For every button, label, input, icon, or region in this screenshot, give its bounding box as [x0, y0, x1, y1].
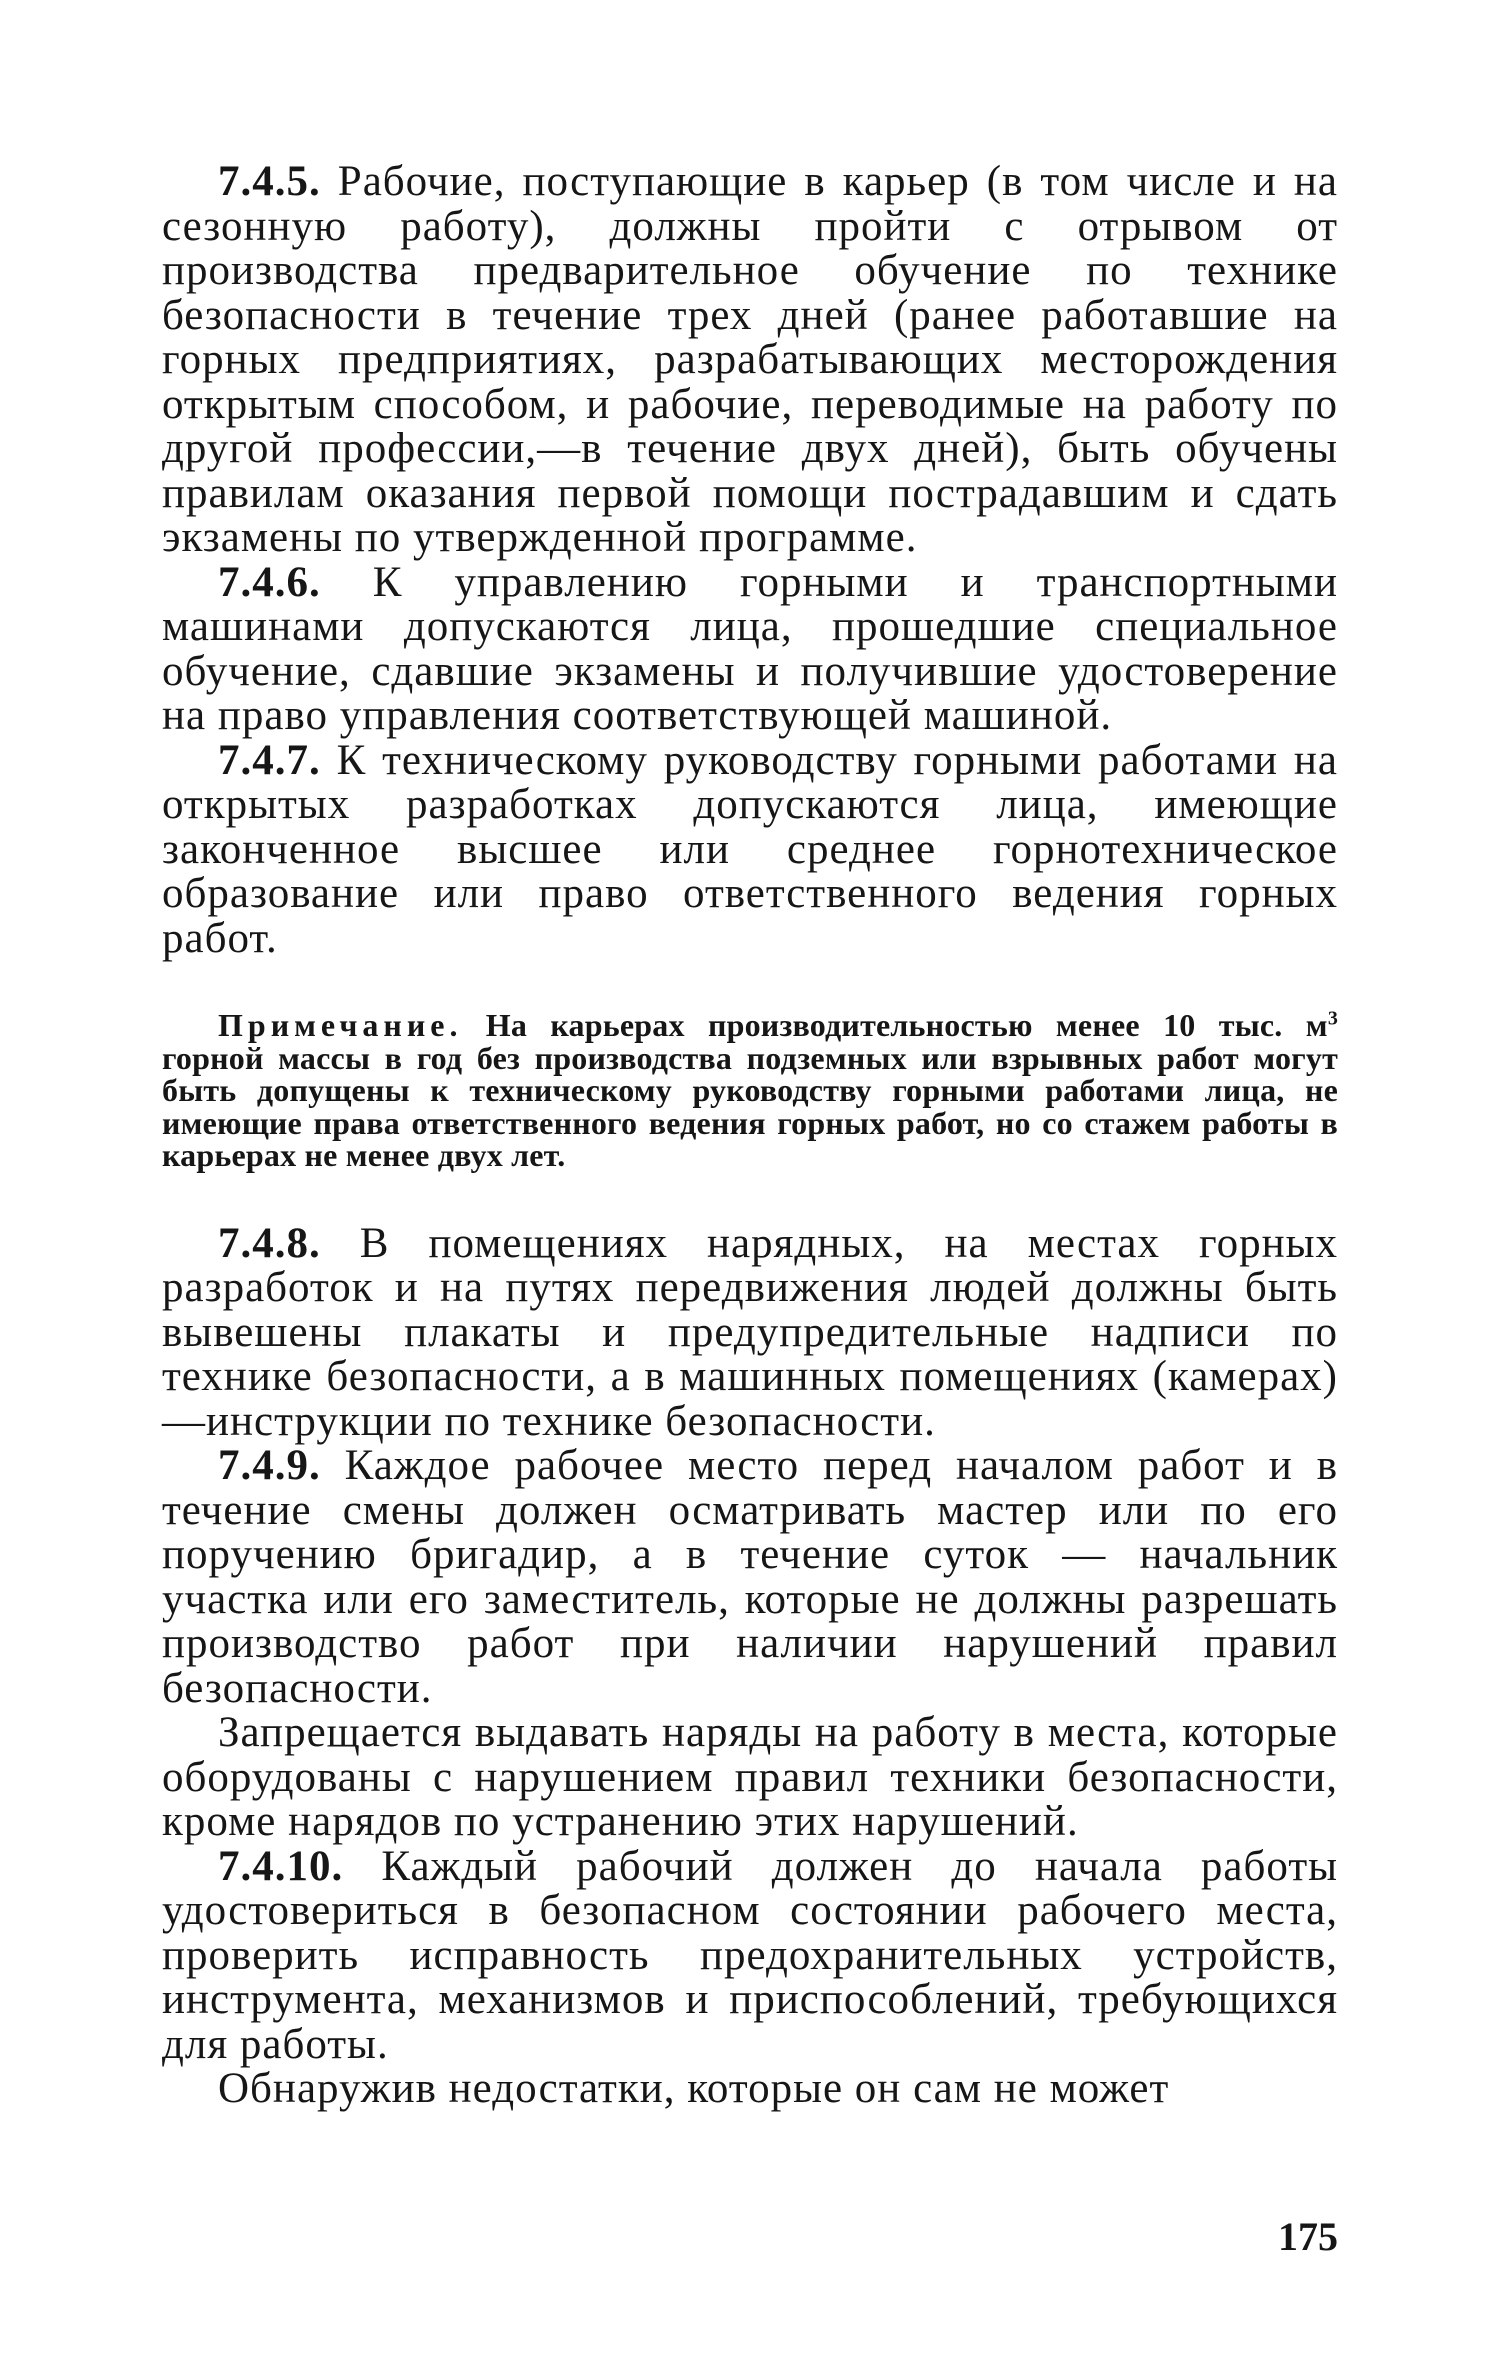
paragraph-text: Запрещается выдавать наряды на работу в места, которые оборудованы с нарушением правил техники безопасности, кроме нарядов по устранению этих нарушений.: [162, 1709, 1338, 1845]
note-label: Примечание.: [218, 1007, 463, 1043]
section-number: 7.4.6.: [218, 558, 321, 606]
paragraph-7-4-9-continued: [162, 1711, 1338, 1845]
section-number: 7.4.10.: [218, 1842, 344, 1890]
section-number: 7.4.5.: [218, 158, 321, 205]
paragraph-text: В помещениях нарядных, на местах горных разработок и на путях передвижения людей должны быть вывешены плакаты и предупредительные надписи по технике безопасности, а в машинных помещениях (камерах)—инструкции по технике безопасности.: [162, 1219, 1338, 1445]
paragraph-7-4-7: [162, 736, 1338, 962]
section-number: 7.4.7.: [218, 736, 321, 784]
paragraph-text: К управлению горными и транспортными машинами допускаются лица, прошедшие специальное обучение, сдавшие экзамены и получившие удостоверение на право управления соответствующей машиной.: [162, 558, 1338, 739]
paragraph-text: Обнаружив недостатки, которые он сам не может: [218, 2065, 1170, 2112]
paragraph-7-4-6: [162, 558, 1338, 739]
note-text-part2: горной массы в год без производства подземных или взрывных работ могут быть допущены к техническому руководству горными работами лица, не имеющие права ответственного ведения горных работ, но со стажем работы в карьерах не менее двух лет.: [162, 1039, 1338, 1173]
paragraph-text: Каждое рабочее место перед началом работ и в течение смены должен осматривать мастер или по его поручению бригадир, а в течение суток — начальник участка или его заместитель, которые не должны разрешать производство работ при наличии нарушений правил безопасности.: [162, 1442, 1338, 1712]
note-text-part1: На карьерах производительностью менее 10 тыс. м: [485, 1007, 1328, 1043]
paragraph-7-4-8: [162, 1219, 1338, 1445]
paragraph-text: Рабочие, поступающие в карьер (в том числе и на сезонную работу), должны пройти с отрывом от производства предварительное обучение по технике безопасности в течение трех дней (ранее работавшие на горных предприятиях, разрабатывающих месторождения открытым способом, и рабочие, переводимые на работу по другой профессии,—в течение двух дней), быть обучены правилам оказания первой помощи пострадавшим и сдать экзамены по утвержденной программе.: [162, 158, 1339, 561]
section-number: 7.4.8.: [218, 1219, 321, 1267]
paragraph-text: Каждый рабочий должен до начала работы удостовериться в безопасном состоянии рабочего места, проверить исправность предохранительных устройств, инструмента, механизмов и приспособлений, требующихся для работы.: [162, 1842, 1339, 2068]
paragraph-7-4-10-continued: [162, 2067, 1338, 2112]
page-number: 175: [1278, 2214, 1338, 2259]
paragraph-7-4-5: [162, 160, 1338, 561]
note-superscript: 3: [1327, 1007, 1339, 1030]
paragraph-7-4-10: [162, 1842, 1339, 2068]
paragraph-7-4-9: [162, 1444, 1338, 1711]
note-paragraph: [162, 1009, 1338, 1172]
paragraph-text: К техническому руководству горными работами на открытых разработках допускаются лица, имеющие законченное высшее или среднее горнотехническое образование или право ответственного ведения горных работ.: [162, 736, 1338, 962]
section-number: 7.4.9.: [218, 1442, 321, 1489]
